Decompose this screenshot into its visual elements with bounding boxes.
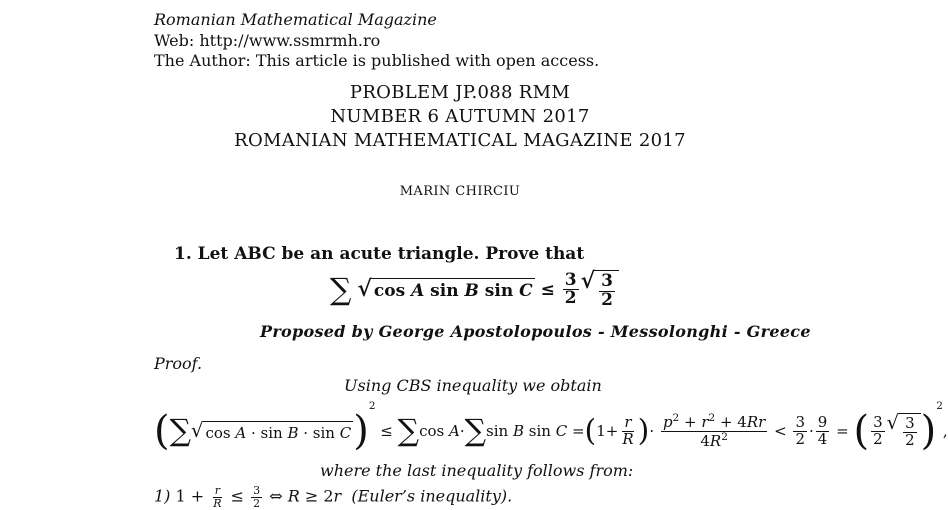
main-inequality: ∑ √ cos A sin B sin C ≤ $\frac{3}{2}$ √ $\frac{3}{2}$	[330, 270, 619, 310]
open-access-note: The Author: This article is published with open access.	[154, 51, 600, 70]
issue-title: NUMBER 6 AUTUMN 2017	[330, 106, 590, 127]
euler-inequality-item: 1) 1 + $\frac{r}{R}$ ≤ $\frac{3}{2}$ ⇔ R ≥ 2r (Euler’s inequality).	[154, 484, 513, 510]
proof-follows: where the last inequality follows from:	[320, 461, 634, 480]
proposed-by: Proposed by George Apostolopoulos - Messolonghi - Greece	[260, 322, 811, 341]
euler-note: (Euler’s inequality).	[351, 486, 513, 506]
magazine-title: ROMANIAN MATHEMATICAL MAGAZINE 2017	[234, 130, 686, 151]
problem-title: PROBLEM JP.088 RMM	[349, 82, 571, 103]
cbs-inequality-chain: (∑ √ cos A · sin B · sin C )$^2$ ≤ ∑cos A·∑sin B sin C =(1+ $\frac{r}{R}$ )· $\frac{p^2 + r^2 + 4Rr}{4R^2}$ < $\frac{3}{2}$ · $\frac{9}{4}$ = ( $\frac{3}{2}$ √ $\frac{3}{2}$ )$^2$,	[154, 400, 948, 454]
magazine-name: Romanian Mathematical Magazine	[154, 10, 437, 29]
web-address: Web: http://www.ssmrmh.ro	[154, 31, 381, 50]
problem-statement: 1. Let ABC be an acute triangle. Prove that	[174, 244, 585, 264]
proof-label: Proof.	[154, 354, 203, 373]
proof-intro: Using CBS inequality we obtain	[344, 376, 602, 395]
author-name: MARIN CHIRCIU	[399, 184, 521, 199]
item-number: 1)	[154, 486, 171, 506]
